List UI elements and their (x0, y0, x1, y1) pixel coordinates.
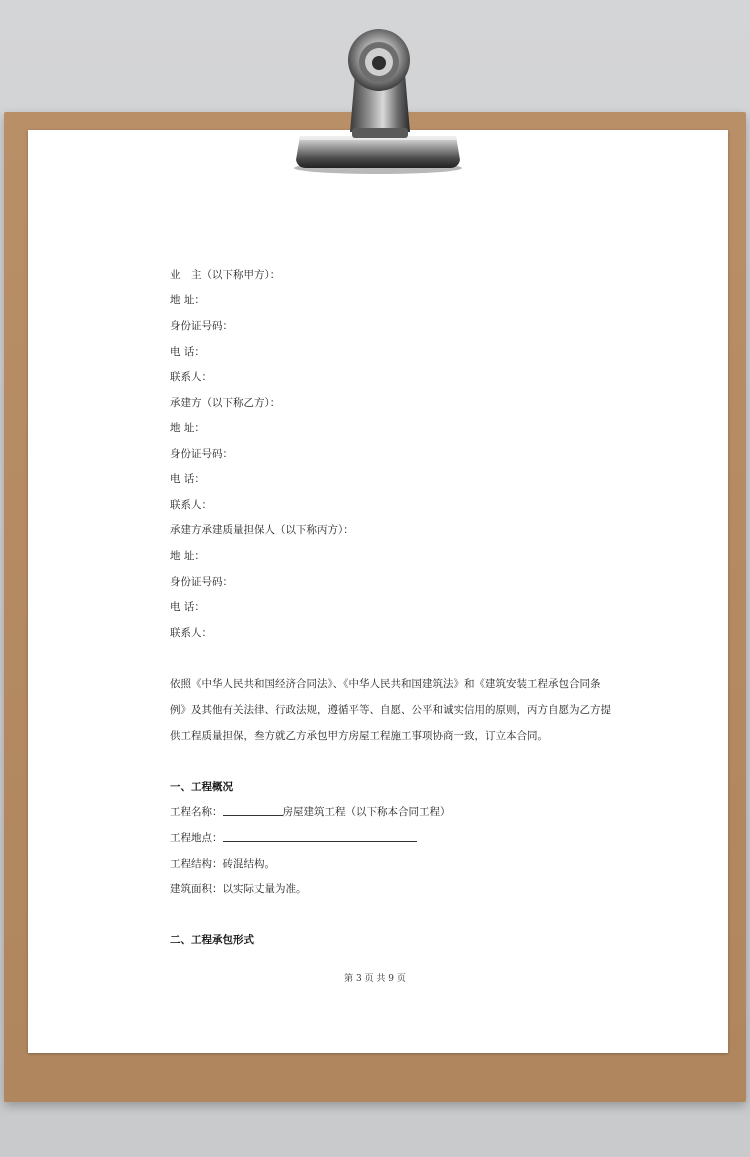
project-area: 建筑面积：以实际丈量为准。 (170, 883, 307, 895)
party-c-contact-label: 联系人： (170, 627, 212, 639)
project-name-suffix: 房屋建筑工程（以下称本合同工程） (282, 806, 451, 818)
preamble-line-3: 供工程质量担保，叁方就乙方承包甲方房屋工程施工事项协商一致，订立本合同。 (170, 730, 548, 742)
preamble-line-2: 例》及其他有关法律、行政法规，遵循平等、自愿、公平和诚实信用的原则，丙方自愿为乙方提 (170, 704, 611, 716)
project-location-blank (223, 831, 417, 842)
party-c-heading: 承建方承建质量担保人（以下称丙方）： (170, 524, 354, 536)
party-a-id-label: 身份证号码： (170, 320, 233, 332)
party-a-phone-label: 电 话： (170, 346, 205, 358)
project-structure: 工程结构：砖混结构。 (170, 858, 275, 870)
section-1-title: 一、工程概况 (170, 781, 233, 793)
project-name-blank (223, 805, 283, 816)
party-a-contact-label: 联系人： (170, 371, 212, 383)
party-b-contact-label: 联系人： (170, 499, 212, 511)
page-number: 第 3 页 共 9 页 (344, 974, 406, 984)
party-b-address-label: 地 址： (170, 422, 205, 434)
preamble-line-1: 依照《中华人民共和国经济合同法》、《中华人民共和国建筑法》和《建筑安装工程承包合同条 (170, 678, 601, 690)
project-name-label: 工程名称： (170, 806, 223, 818)
party-a-heading: 业 主（以下称甲方）： (170, 269, 281, 281)
document-page (28, 130, 728, 1053)
party-b-id-label: 身份证号码： (170, 448, 233, 460)
project-location-row (170, 830, 417, 845)
project-location-label: 工程地点： (170, 832, 223, 844)
section-2-title: 二、工程承包形式 (170, 934, 254, 946)
party-b-heading: 承建方（以下称乙方）： (170, 397, 281, 409)
party-c-phone-label: 电 话： (170, 601, 205, 613)
party-c-id-label: 身份证号码： (170, 576, 233, 588)
party-a-address-label: 地 址： (170, 294, 205, 306)
party-b-phone-label: 电 话： (170, 473, 205, 485)
party-c-address-label: 地 址： (170, 550, 205, 562)
project-name-row (170, 804, 451, 819)
